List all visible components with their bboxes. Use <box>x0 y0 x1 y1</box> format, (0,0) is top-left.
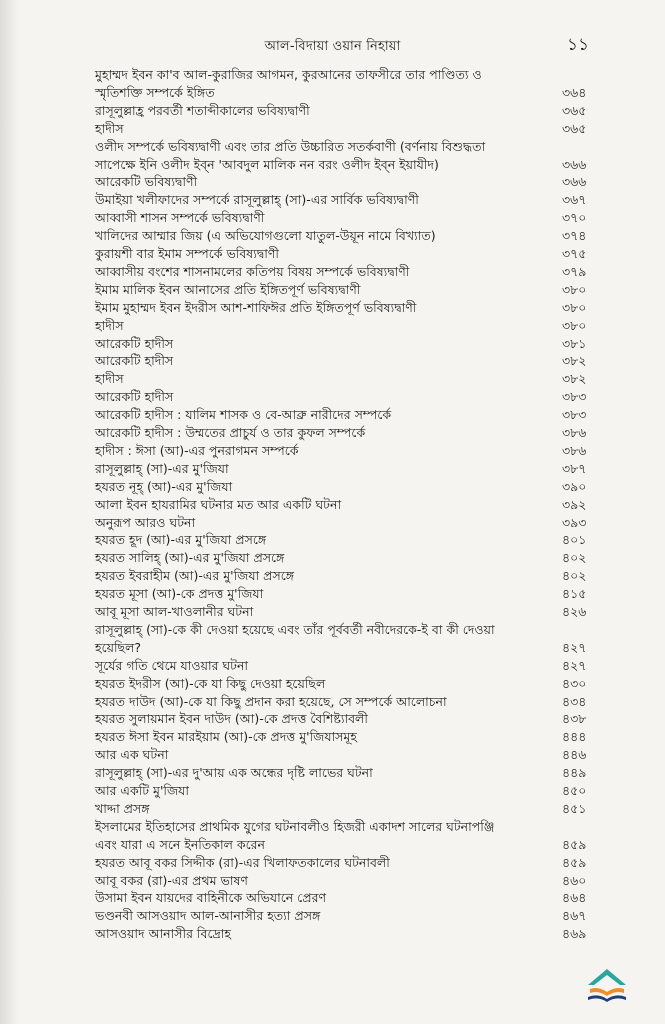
toc-entry-page-number: ৩৮০ <box>562 281 587 297</box>
toc-entry <box>0 66 665 83</box>
toc-entry <box>0 549 665 566</box>
toc-entry-page-number: ৪৪৪ <box>562 729 587 745</box>
toc-entry-page-number: ৪৬০ <box>562 872 587 888</box>
toc-entry-title: আরেকটি হাদীস <box>95 389 174 405</box>
toc-entry <box>0 424 665 441</box>
toc-entry-title: ইমাম মালিক ইবন আনাসের প্রতি ইঙ্গিতপূর্ণ ভবিষ্যদ্বাণী <box>95 281 361 297</box>
toc-entry <box>0 531 665 548</box>
toc-entry <box>0 173 665 190</box>
toc-entry-page-number: ৪২৬ <box>562 604 587 619</box>
toc-entry <box>0 836 665 853</box>
toc-entry-page-number: ৪০১ <box>562 532 587 548</box>
toc-entry-title: আরেকটি হাদীস <box>95 353 174 369</box>
toc-entry-page-number: ৪০২ <box>562 550 587 566</box>
toc-entry-page-number: ৪৫৯ <box>562 854 587 870</box>
toc-entry-title: আবূ বকর (রা)-এর প্রথম ভাষণ <box>95 872 248 888</box>
toc-entry-title: আর একটি মু'জিযা <box>95 783 190 798</box>
toc-entry-title: হযরত আবূ বকর সিদ্দীক (রা)-এর খিলাফতকালের ঘটনাবলী <box>95 854 390 870</box>
toc-entry <box>0 907 665 924</box>
toc-entry <box>0 84 665 101</box>
toc-entry <box>0 102 665 119</box>
toc-entry <box>0 156 665 173</box>
logo-roof-mark <box>588 969 626 985</box>
toc-entry <box>0 657 665 674</box>
toc-entry <box>0 621 665 638</box>
toc-entry-title: খালিদের আম্মার জিয় (এ অভিযোগগুলো যাতুল-উয়ূন নামে বিখ্যাত) <box>95 228 436 244</box>
toc-entry-title: আসওয়াদ আনাসীর বিদ্রোহ <box>95 926 231 942</box>
toc-entry <box>0 406 665 423</box>
toc-entry <box>0 567 665 584</box>
toc-entry-page-number: ৩৭৪ <box>562 228 587 244</box>
toc-entry-page-number: ৩৬৭ <box>562 192 587 208</box>
toc-entry-page-number: ৪৫০ <box>562 783 587 798</box>
toc-entry-page-number: ৩৮৬ <box>562 442 587 458</box>
toc-entry-title: ইসলামের ইতিহাসের প্রাথমিক যুগের ঘটনাবলীও হিজরী একাদশ সালের ঘটনাপঞ্জি <box>95 818 495 834</box>
toc-entry <box>0 800 665 817</box>
running-header-title: আল-বিদায়া ওয়ান নিহায়া <box>264 39 401 54</box>
toc-entry-page-number: ৩৬৫ <box>562 120 587 136</box>
toc-entry-title: আরেকটি হাদীস : উম্মতের প্রাচুর্য ও তার কুফল সম্পর্কে <box>95 425 366 440</box>
toc-entry-title: হয়েছিল? <box>95 639 142 655</box>
toc-entry-title: হযরত দাউদ (আ)-কে যা কিছু প্রদান করা হয়েছে, সে সম্পর্কে আলোচনা <box>95 693 447 709</box>
toc-entry <box>0 639 665 656</box>
toc-entry <box>0 120 665 137</box>
toc-entry-title: আলা ইবন হাযরামির ঘটনার মত আর একটি ঘটনা <box>95 496 342 512</box>
toc-entry-title: স্মৃতিশক্তি সম্পর্কে ইঙ্গিত <box>95 84 215 100</box>
toc-entry-page-number: ৪৪৯ <box>562 765 587 781</box>
toc-entry-title: হযরত ইদরীস (আ)-কে যা কিছু দেওয়া হয়েছিল <box>95 675 326 691</box>
toc-entry-page-number: ৩৮৭ <box>562 460 587 476</box>
toc-entry-page-number: ৩৮৩ <box>562 407 587 423</box>
toc-entry-page-number: ৪৫১ <box>562 800 587 816</box>
toc-entry-title: সূর্যের গতি থেমে যাওয়ার ঘটনা <box>95 657 249 673</box>
toc-entry-title: আব্বাসী শাসন সম্পর্কে ভবিষ্যদ্বাণী <box>95 210 265 226</box>
toc-entry-title: হযরত সুলায়মান ইবন দাউদ (আ)-কে প্রদত্ত বৈশিষ্ট্যাবলী <box>95 711 368 727</box>
toc-entry <box>0 335 665 352</box>
toc-entry <box>0 746 665 763</box>
toc-entry-page-number: ৪৪৬ <box>562 747 587 763</box>
toc-entry-title: হযরত ইবরাহীম (আ)-এর মু'জিযা প্রসঙ্গে <box>95 568 295 584</box>
toc-entry <box>0 388 665 405</box>
toc-entry-page-number: ৩৮২ <box>562 371 587 387</box>
toc-entry <box>0 675 665 692</box>
toc-entry <box>0 263 665 280</box>
toc-entry <box>0 352 665 369</box>
toc-entry-title: আরেকটি হাদীস <box>95 335 174 351</box>
toc-entry-page-number: ৩৭৫ <box>562 246 587 261</box>
toc-entry-page-number: ৩৮২ <box>562 353 587 369</box>
toc-entry-title: হযরত ঈসা ইবন মারইয়াম (আ)-কে প্রদত্ত মু'জিযাসমূহ <box>95 729 357 745</box>
toc-entry-page-number: ৪৬৯ <box>562 926 587 942</box>
toc-entry-title: সাপেক্ষে ইনি ওলীদ ইব্ন 'আবদুল মালিক নন বরং ওলীদ ইব্ন ইয়াযীদ) <box>95 156 439 172</box>
toc-entry-title: রাসূলুল্লাহ্ (সা)-কে কী দেওয়া হয়েছে এবং তাঁর পূর্ববর্তী নবীদেরকে-ই বা কী দেওয়া <box>95 621 495 637</box>
toc-entry-title: ইমাম মুহাম্মদ ইবন ইদরীস আশ-শাফিঈর প্রতি ইঙ্গিতপূর্ণ ভবিষ্যদ্বাণী <box>95 299 417 315</box>
toc-entry <box>0 693 665 710</box>
toc-entry-page-number: ৩৭৯ <box>562 263 587 279</box>
toc-entry <box>0 460 665 477</box>
toc-entry-title: এবং যারা এ সনে ইনতিকাল করেন <box>95 836 265 852</box>
toc-entry <box>0 889 665 906</box>
toc-entry-page-number: ৪৬৪ <box>562 890 587 906</box>
table-of-contents <box>0 66 665 946</box>
toc-entry <box>0 818 665 835</box>
page-number: ১১ <box>567 35 590 55</box>
toc-entry-title: কুরায়শী বার ইমাম সম্পর্কে ভবিষ্যদ্বাণী <box>95 246 280 261</box>
toc-entry <box>0 764 665 781</box>
toc-entry <box>0 299 665 316</box>
toc-entry-page-number: ৩৮০ <box>562 317 587 333</box>
toc-entry-title: মুহাম্মদ ইবন কা'ব আল-কুরাজির আগমন, কুরআনের তাফসীরে তার পাণ্ডিত্য ও <box>95 67 482 82</box>
logo-base-mark <box>588 995 626 1002</box>
toc-entry <box>0 496 665 513</box>
toc-entry <box>0 245 665 262</box>
toc-entry <box>0 603 665 620</box>
toc-entry-page-number: ৩৬৬ <box>562 156 587 172</box>
toc-entry-title: উমাইয়া খলীফাদের সম্পর্কে রাসূলুল্লাহ্ (সা)-এর সার্বিক ভবিষ্যদ্বাণী <box>95 192 419 208</box>
toc-entry-title: হাদীস <box>95 120 124 136</box>
toc-entry-page-number: ৩৬৪ <box>562 84 587 100</box>
toc-entry <box>0 281 665 298</box>
publisher-logo-icon <box>580 965 634 1007</box>
toc-entry-page-number: ৪০২ <box>562 568 587 584</box>
toc-entry <box>0 872 665 889</box>
toc-entry-title: উসামা ইবন যায়দের বাহিনীকে অভিযানে প্রেরণ <box>95 890 327 906</box>
toc-entry-page-number: ৩৭০ <box>562 210 587 226</box>
toc-entry-title: রাসূলুল্লাহ্র পরবর্তী শতাব্দীকালের ভবিষ্যদ্বাণী <box>95 102 310 118</box>
toc-entry-title: খাদ্দা প্রসঙ্গ <box>95 800 150 816</box>
toc-entry-page-number: ৩৯২ <box>562 496 587 512</box>
toc-entry-title: আরেকটি হাদীস : যালিম শাসক ও বে-আব্রু নারীদের সম্পর্কে <box>95 407 392 423</box>
toc-entry-title: রাসূলুল্লাহ্ (সা)-এর মু'জিযা <box>95 460 229 476</box>
toc-entry <box>0 370 665 387</box>
toc-entry <box>0 442 665 459</box>
logo-book-right-mark <box>607 988 624 996</box>
toc-entry-title: হযরত নূহ্ (আ)-এর মু'জিযা <box>95 478 233 494</box>
toc-entry-title: হাদীস <box>95 371 124 387</box>
toc-entry-page-number: ৩৮১ <box>562 335 587 351</box>
toc-entry <box>0 782 665 799</box>
toc-entry <box>0 191 665 208</box>
toc-entry-title: ওলীদ সম্পর্কে ভবিষ্যদ্বাণী এবং তার প্রতি উচ্চারিত সতর্কবাণী (বর্ণনায় বিশুদ্ধতা <box>95 138 486 154</box>
toc-entry-page-number: ৩৮৬ <box>562 425 587 440</box>
toc-entry-page-number: ৪১৫ <box>562 586 587 602</box>
toc-entry <box>0 925 665 942</box>
toc-entry <box>0 209 665 226</box>
toc-entry-title: অনুরূপ আরও ঘটনা <box>95 514 196 530</box>
toc-entry-page-number: ৪২৭ <box>562 639 587 655</box>
toc-entry-title: হযরত সালিহ্ (আ)-এর মু'জিযা প্রসঙ্গে <box>95 550 285 566</box>
toc-entry <box>0 728 665 745</box>
toc-entry <box>0 227 665 244</box>
toc-entry-page-number: ৪৩০ <box>562 675 587 691</box>
toc-entry <box>0 514 665 531</box>
toc-entry-page-number: ৪৫৯ <box>562 836 587 852</box>
toc-entry <box>0 317 665 334</box>
toc-entry-page-number: ৩৬৬ <box>562 174 587 190</box>
toc-entry-page-number: ৪৩৮ <box>562 711 587 727</box>
toc-entry <box>0 478 665 495</box>
toc-entry-page-number: ৩৯০ <box>562 478 587 494</box>
toc-entry <box>0 710 665 727</box>
toc-entry <box>0 854 665 871</box>
toc-entry-page-number: ৪২৭ <box>562 657 587 673</box>
toc-entry-title: হযরত হূদ (আ)-এর মু'জিযা প্রসঙ্গে <box>95 532 267 548</box>
toc-entry-title: রাসূলুল্লাহ্ (সা)-এর দু'আয় এক অন্ধের দৃষ্টি লাভের ঘটনা <box>95 765 373 781</box>
toc-entry <box>0 585 665 602</box>
toc-entry <box>0 138 665 155</box>
toc-entry-title: ভণ্ডনবী আসওয়াদ আল-আনাসীর হত্যা প্রসঙ্গ <box>95 908 321 924</box>
toc-entry-title: আব্বাসীয় বংশের শাসনামলের কতিপয় বিষয় সম্পর্কে ভবিষ্যদ্বাণী <box>95 263 410 279</box>
toc-entry-page-number: ৩৬৫ <box>562 102 587 118</box>
toc-entry-title: আরেকটি ভবিষ্যদ্বাণী <box>95 174 198 190</box>
toc-entry-page-number: ৩৮৩ <box>562 389 587 405</box>
logo-book-left-mark <box>590 988 607 996</box>
toc-entry-page-number: ৪৩৪ <box>562 693 587 709</box>
toc-entry-title: হযরত মূসা (আ)-কে প্রদত্ত মু'জিযা <box>95 586 264 602</box>
toc-entry-title: হাদীস <box>95 317 124 333</box>
toc-entry-title: আর এক ঘটনা <box>95 747 169 763</box>
toc-entry-page-number: ৩৯৩ <box>562 514 587 530</box>
toc-entry-page-number: ৪৬৭ <box>562 908 587 924</box>
toc-entry-title: হাদীস : ঈসা (আ)-এর পুনরাগমন সম্পর্কে <box>95 442 299 458</box>
toc-entry-page-number: ৩৮০ <box>562 299 587 315</box>
toc-entry-title: আবূ মূসা আল-খাওলানীর ঘটনা <box>95 604 254 619</box>
